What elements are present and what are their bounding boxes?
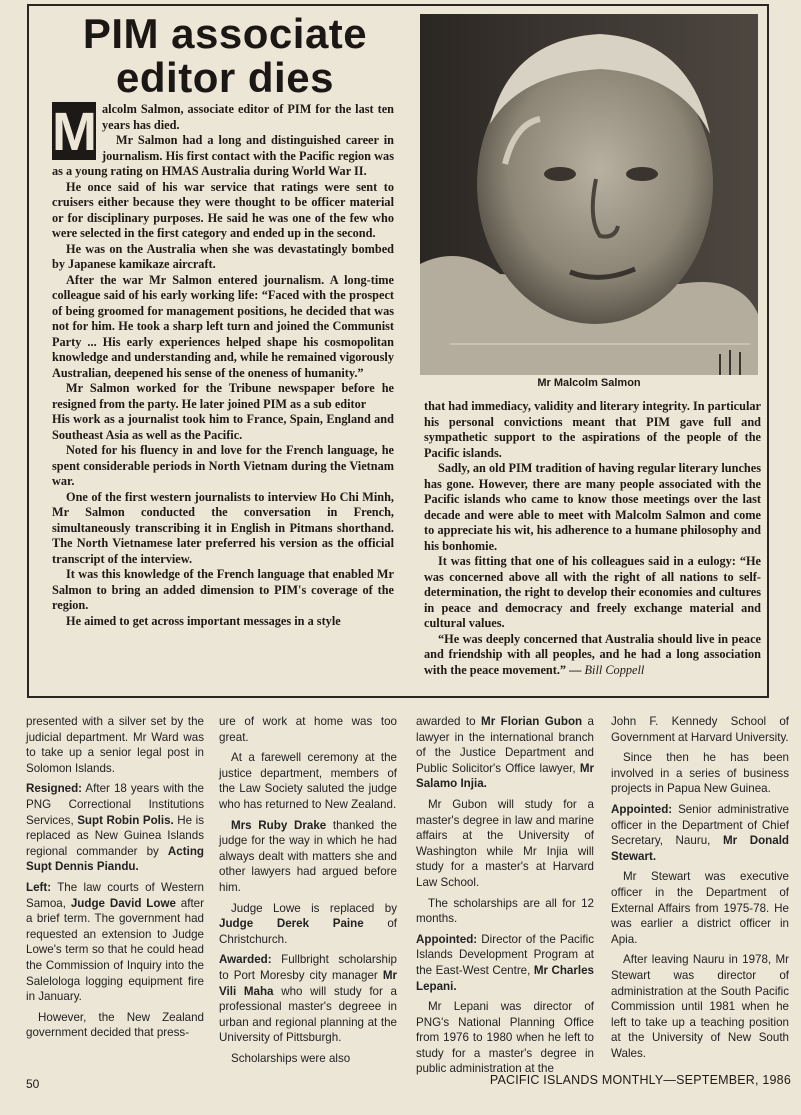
headline-line-2: editor dies [116,54,334,101]
byline: Bill Coppell [584,662,645,677]
column-paragraph: After leaving Nauru in 1978, Mr Stewart was director of administration at the South Pacific Commission until 1981 when he left to take up a teaching position at the University of New South Wales. [611,953,789,1060]
column-paragraph: Mr Stewart was executive officer in the Department of External Affairs from 1975-78. He was earlier a district officer in Apia. [611,870,789,946]
column-paragraph: Awarded: Fullbright scholarship to Port Moresby city manager Mr Vili Maha who will study for a professional master's degreee in urban and regional planning at the University of Pittsburgh. [219,953,397,1045]
story-paragraph: After the war Mr Salmon entered journalism. A long-time colleague said of his early working life: “Faced with the prospect of being groomed for management positions, he decided that was not for him. He took a sharp left turn and joined the Communist Party ... His early experiences helped shape his cosmopolitan knowledge and understanding and, while he remained vigorously Australian, deepened his sense of the oneness of humanity.” [52,272,394,380]
news-column-2 [219,714,397,1071]
column-paragraph: John F. Kennedy School of Government at Harvard University. [611,715,789,744]
story-paragraph: His work as a journalist took him to France, Spain, England and Southeast Asia as well as the Pacific. [52,412,394,442]
story-paragraph: Noted for his fluency in and love for the French language, he spent considerable periods in North Vietnam during the Vietnam war. [52,443,394,488]
story-paragraph: He was on the Australia when she was devastatingly bombed by Japanese kamikaze aircraft. [52,241,394,271]
headline [44,12,406,100]
headline-line-1: PIM associate [82,10,368,57]
story-paragraph: It was fitting that one of his colleagues said in a eulogy: “He was concerned above all with the right of all nations to self-determination, the right to develop their economies and cultures in peace and democracy and freely exchange material and cultural values. [424,554,761,630]
column-paragraph: Appointed: Senior administrative officer in the Department of Chief Secretary, Nauru, Mr Donald Stewart. [611,802,789,863]
story-paragraph: He once said of his war service that ratings were sent to cruisers either because they were thought to be officer material or for disciplinary purposes. He said he was one of the few who were selected in the first category and ended up in the second. [52,179,394,240]
column-paragraph: Mr Lepani was director of PNG's National Planning Office from 1976 to 1980 when he left to study for a master's degree in public administration at the [416,1000,594,1076]
story-paragraph: It was this knowledge of the French language that enabled Mr Salmon to bring an added dimension to PIM's coverage of the region. [52,567,394,612]
column-paragraph: Judge Lowe is replaced by Judge Derek Paine of Christchurch. [219,901,397,946]
obituary-left-column [52,102,394,629]
column-paragraph: Resigned: After 18 years with the PNG Correctional Institutions Services, Supt Robin Polis. He is replaced as New Guinea Islands regional commander by Acting Supt Dennis Piandu. [26,782,204,874]
column-paragraph: presented with a silver set by the judicial department. Mr Ward was to take up a senior legal post in Solomon Islands. [26,715,204,775]
story-paragraph: “He was deeply concerned that Australia should live in peace and friendship with all peoples, and he had a long association with the peace movement.” — Bill Coppell [424,631,761,677]
column-paragraph: Since then he has been involved in a series of business projects in Papua New Guinea. [611,751,789,796]
column-paragraph: Mrs Ruby Drake thanked the judge for the way in which he had always dealt with matters she and other lawyers had argued before him. [219,818,397,894]
column-paragraph: However, the New Zealand government decided that press- [26,1010,204,1040]
column-paragraph: The scholarships are all for 12 months. [416,896,594,926]
news-column-3 [416,714,594,1082]
news-column-1 [26,714,204,1046]
page-number: 50 [26,1077,40,1091]
news-column-4 [611,714,789,1066]
column-paragraph: awarded to Mr Florian Gubon a lawyer in the international branch of the Justice Department and Public Solicitor's Office lawyer, Mr Salamo Injia. [416,715,595,791]
column-paragraph: Scholarships were also [231,1051,351,1065]
column-paragraph: Mr Gubon will study for a master's degree in law and marine affairs at the University of Washington while Mr Injia will study for a master's at Harvard Law School. [416,797,594,889]
obituary-right-column [424,399,761,678]
story-paragraph: One of the first western journalists to interview Ho Chi Minh, Mr Salmon conducted the conversation in French, simultaneously transcribing it in English in Pitmans shorthand. The North Vietnamese later preferred his version as the official transcript of the interview. [52,489,394,566]
story-paragraph: Sadly, an old PIM tradition of having regular literary lunches has gone. However, there are many people associated with the Pacific islands who came to know those meetings over the last decade and were able to meet with Malcolm Salmon and come to appreciate his wit, his adherence to a humane philosophy and his bonhomie. [424,461,761,553]
publication-footer: PACIFIC ISLANDS MONTHLY—SEPTEMBER, 1986 [489,1073,791,1087]
story-paragraph: Mr Salmon worked for the Tribune newspaper before he resigned from the party. He later joined PIM as a sub editor [52,381,394,411]
story-paragraph: Mr Salmon had a long and distinguished career in journalism. His first contact with the Pacific region was as a young rating on HMAS Australia during World War II. [52,133,394,178]
story-paragraph: M alcolm Salmon, associate editor of PIM for the last ten years has died. [52,102,394,162]
portrait-image [420,14,758,375]
portrait-photo [420,14,758,375]
column-paragraph: Left: The law courts of Western Samoa, Judge David Lowe after a brief term. The government had requested an extension to Judge Lowe's term so that he could head the Commission of Inquiry into the Salelologa logging equipment fire in January. [26,880,204,1004]
column-paragraph: ure of work at home was too great. [219,715,397,744]
story-paragraph: He aimed to get across important messages in a style [66,613,341,628]
column-paragraph: At a farewell ceremony at the justice department, members of the Law Society saluted the judge who has returned to New Zealand. [219,751,397,811]
story-paragraph: that had immediacy, validity and literary integrity. In particular his personal convictions meant that PIM gave full and sympathetic support to the aspirations of the people of the Pacific islands. [424,399,761,460]
photo-caption: Mr Malcolm Salmon [537,377,641,389]
column-paragraph: Appointed: Director of the Pacific Islands Development Program at the East-West Centre, Mr Charles Lepani. [416,932,595,993]
drop-cap: M [52,102,97,162]
